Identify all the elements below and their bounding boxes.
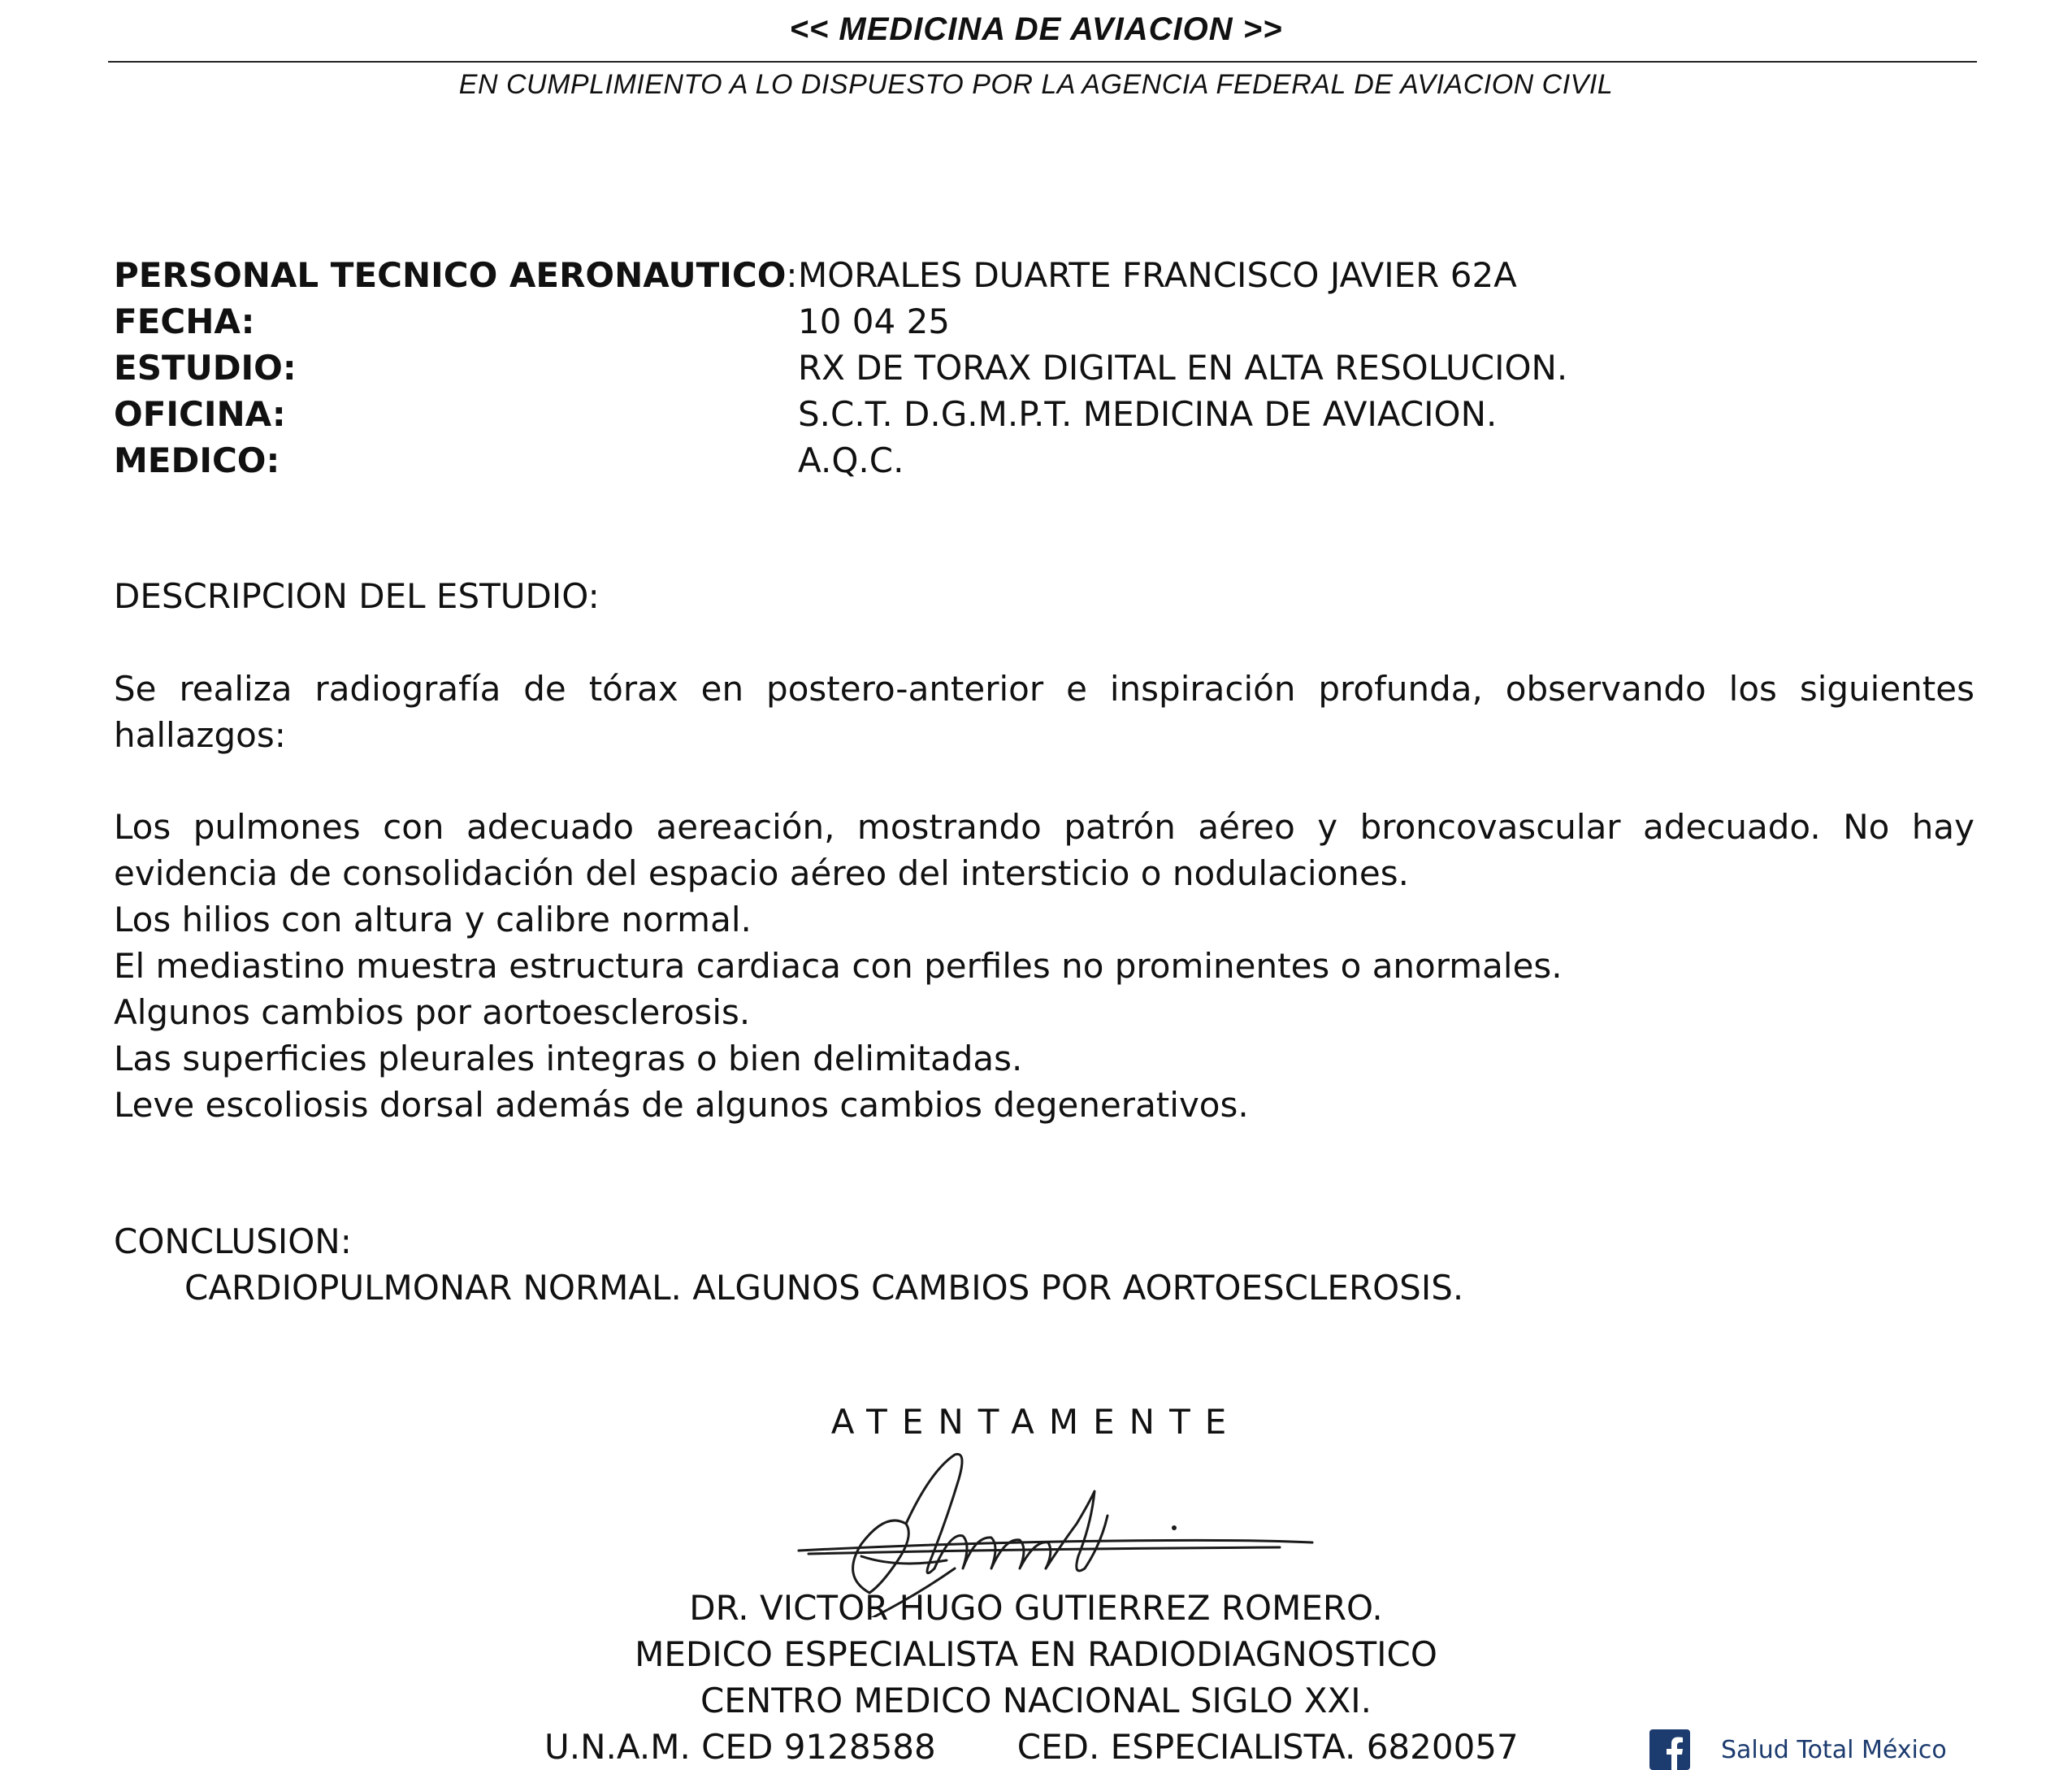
conclusion-text: CARDIOPULMONAR NORMAL. ALGUNOS CAMBIOS POR AORTOESCLEROSIS. xyxy=(184,1268,1464,1308)
ced-especialista: CED. ESPECIALISTA. 6820057 xyxy=(1016,1727,1519,1767)
finding-item: Los pulmones con adecuado aereación, mostrando patrón aéreo y broncovascular adecuado. No hay evidencia de consolidación del espacio aéreo del intersticio o nodulaciones. xyxy=(114,807,1974,893)
description-intro: Se realiza radiografía de tórax en postero-anterior e inspiración profunda, observando los siguientes hallazgos: xyxy=(114,669,1974,755)
field-value: MORALES DUARTE FRANCISCO JAVIER 62A xyxy=(798,255,1517,295)
document-title: << MEDICINA DE AVIACION >> xyxy=(789,11,1283,47)
field-value: A.Q.C. xyxy=(798,440,904,480)
field-value: RX DE TORAX DIGITAL EN ALTA RESOLUCION. xyxy=(798,348,1568,388)
finding-item: El mediastino muestra estructura cardiaca con perfiles no prominentes o anormales. xyxy=(114,946,1563,986)
closing-text: ATENTAMENTE xyxy=(830,1402,1242,1442)
credentials-line xyxy=(544,1724,1519,1770)
document-subtitle: EN CUMPLIMIENTO A LO DISPUESTO POR LA AGENCIA FEDERAL DE AVIACION CIVIL xyxy=(458,69,1614,100)
field-label: ESTUDIO: xyxy=(114,348,297,388)
watermark-text: Salud Total México xyxy=(1721,1736,1947,1764)
field-label: OFICINA: xyxy=(114,394,286,434)
ced-unam: U.N.A.M. CED 9128588 xyxy=(544,1727,936,1767)
finding-item: Leve escoliosis dorsal además de algunos cambios degenerativos. xyxy=(114,1085,1249,1125)
field-label: MEDICO: xyxy=(114,440,280,480)
header-divider xyxy=(108,61,1977,63)
conclusion-heading: CONCLUSION: xyxy=(114,1221,352,1261)
field-label: PERSONAL TECNICO AERONAUTICO: xyxy=(114,255,798,295)
description-heading: DESCRIPCION DEL ESTUDIO: xyxy=(114,576,600,616)
doctor-name: DR. VICTOR HUGO GUTIERREZ ROMERO. xyxy=(689,1588,1383,1628)
doctor-specialty: MEDICO ESPECIALISTA EN RADIODIAGNOSTICO xyxy=(635,1634,1437,1674)
finding-item: Algunos cambios por aortoesclerosis. xyxy=(114,992,751,1032)
finding-item: Los hilios con altura y calibre normal. xyxy=(114,900,752,939)
signatory-block xyxy=(0,1585,2072,1724)
field-value: 10 04 25 xyxy=(798,302,951,341)
field-value: S.C.T. D.G.M.P.T. MEDICINA DE AVIACION. xyxy=(798,394,1498,434)
facebook-icon xyxy=(1649,1729,1690,1770)
findings-list xyxy=(114,804,1974,1128)
field-label: FECHA: xyxy=(114,302,255,341)
medical-center: CENTRO MEDICO NACIONAL SIGLO XXI. xyxy=(700,1681,1372,1720)
finding-item: Las superficies pleurales integras o bien delimitadas. xyxy=(114,1039,1023,1078)
